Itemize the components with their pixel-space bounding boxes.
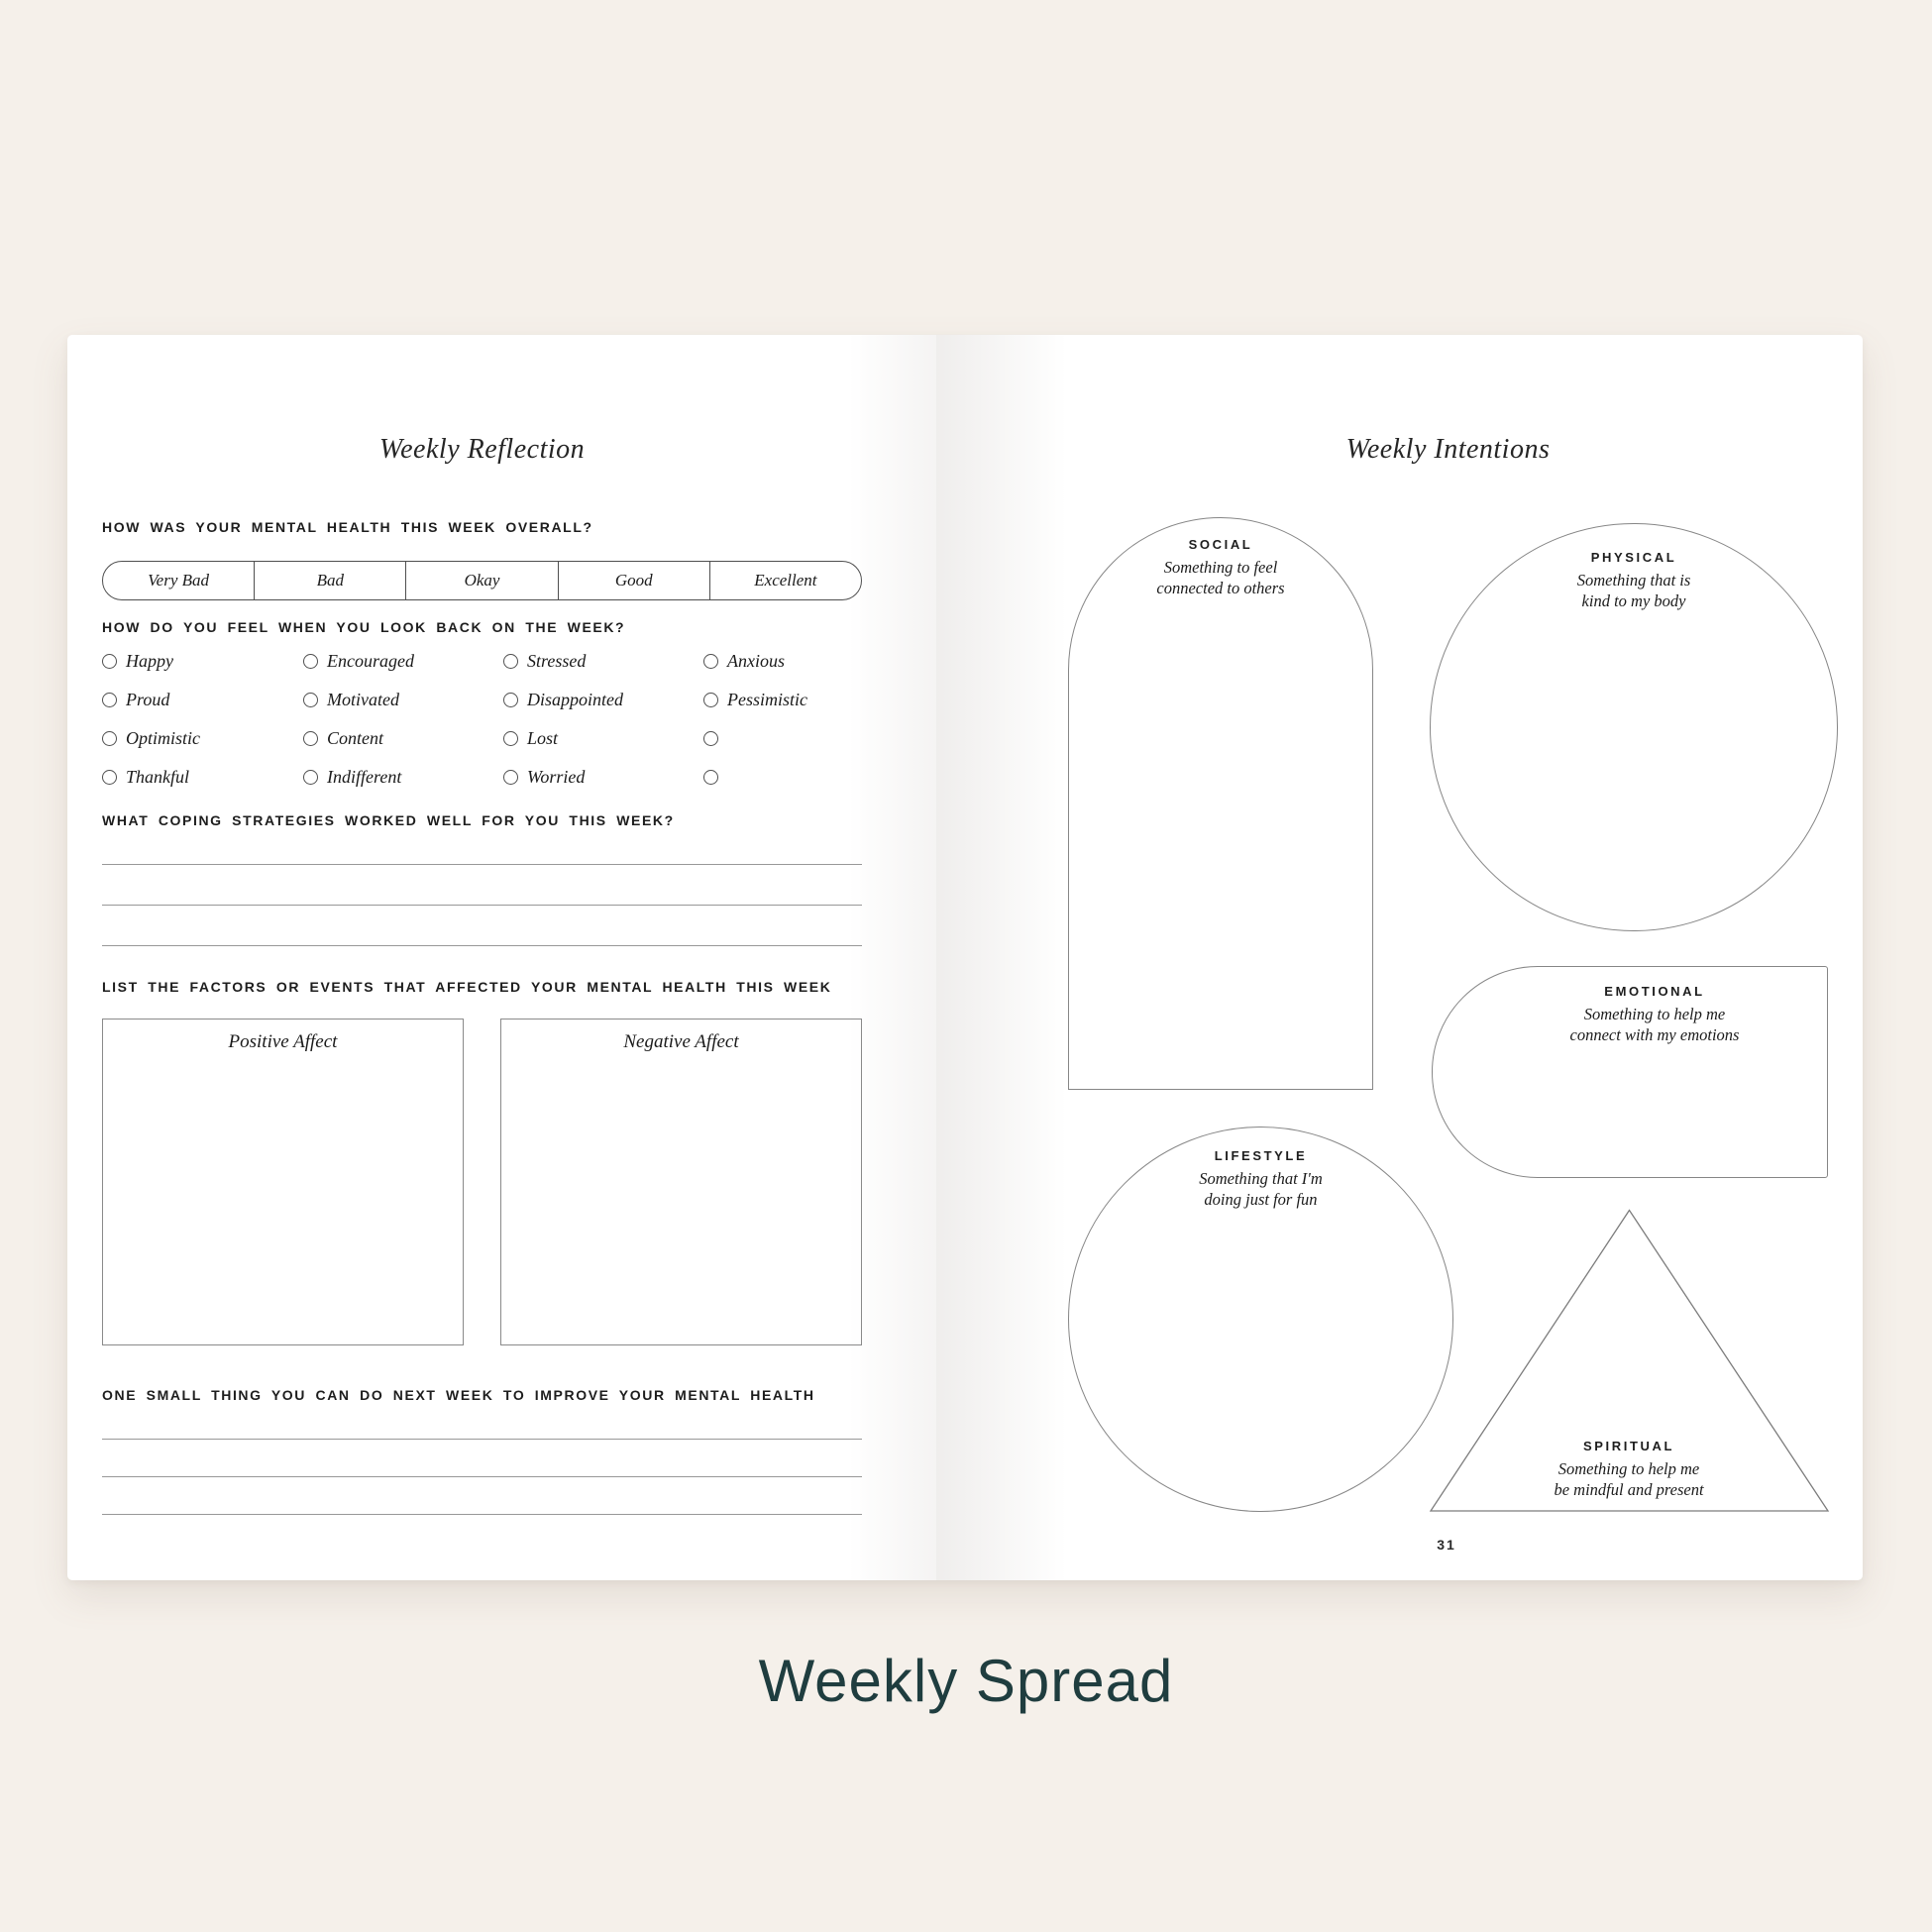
spiritual-category-label: SPIRITUAL	[1582, 1439, 1674, 1453]
radio-circle	[303, 731, 318, 746]
write-line	[102, 945, 862, 946]
physical-prompt-line1: Something that is	[1576, 571, 1691, 590]
physical-prompt-line2: kind to my body	[1581, 591, 1686, 610]
radio-circle	[503, 654, 518, 669]
radio-circle	[303, 770, 318, 785]
question-factors-events: LIST THE FACTORS OR EVENTS THAT AFFECTED YOUR MENTAL HEALTH THIS WEEK	[102, 979, 832, 995]
negative-affect-box	[500, 1019, 862, 1345]
right-page-title: Weekly Intentions	[1345, 434, 1551, 465]
feeling-label: Disappointed	[527, 690, 623, 709]
scale-option-very-bad: Very Bad	[148, 571, 210, 590]
feeling-label: Pessimistic	[727, 690, 807, 709]
negative-affect-label: Negative Affect	[623, 1031, 739, 1052]
feeling-label: Indifferent	[327, 767, 402, 787]
social-arch-shape	[1068, 517, 1373, 1090]
write-line	[102, 1514, 862, 1515]
feeling-label: Thankful	[126, 767, 190, 787]
spiritual-prompt-line1: Something to help me	[1557, 1459, 1700, 1478]
scale-option-good: Good	[558, 562, 709, 599]
question-mental-health-overall: HOW WAS YOUR MENTAL HEALTH THIS WEEK OVERALL?	[102, 519, 593, 535]
question-look-back: HOW DO YOU FEEL WHEN YOU LOOK BACK ON THE WEEK?	[102, 619, 626, 635]
feeling-label: Happy	[126, 651, 173, 671]
physical-intention	[1430, 550, 1838, 611]
lifestyle-prompt	[1068, 1168, 1453, 1210]
radio-circle	[102, 693, 117, 707]
lifestyle-intention	[1068, 1148, 1453, 1210]
left-page-title: Weekly Reflection	[378, 434, 586, 465]
feeling-label: Content	[327, 728, 383, 748]
write-line	[102, 905, 862, 906]
positive-affect-box	[102, 1019, 464, 1345]
write-line	[102, 864, 862, 865]
lifestyle-prompt-line1: Something that I'm	[1199, 1169, 1323, 1188]
feeling-label: Optimistic	[126, 728, 200, 748]
feeling-label: Motivated	[327, 690, 399, 709]
feeling-label: Encouraged	[327, 651, 414, 671]
scale-option-excellent: Excellent	[709, 562, 861, 599]
emotional-prompt	[1491, 1004, 1818, 1045]
gutter-shadow-right	[936, 335, 1067, 1580]
radio-circle	[503, 731, 518, 746]
feeling-label: Lost	[527, 728, 559, 748]
radio-circle	[102, 654, 117, 669]
spiritual-prompt	[1480, 1458, 1777, 1500]
social-intention	[1068, 537, 1373, 598]
emotional-prompt-line1: Something to help me	[1583, 1005, 1726, 1023]
feeling-label: Stressed	[527, 651, 587, 671]
social-category-label: SOCIAL	[1188, 537, 1253, 552]
radio-circle	[703, 731, 718, 746]
page-number: 31	[1437, 1537, 1456, 1553]
feeling-label: Proud	[126, 690, 170, 709]
scale-option-bad: Bad	[254, 562, 405, 599]
radio-circle	[303, 654, 318, 669]
question-one-small-thing: ONE SMALL THING YOU CAN DO NEXT WEEK TO IMPROVE YOUR MENTAL HEALTH	[102, 1387, 815, 1403]
radio-circle	[503, 693, 518, 707]
product-caption: Weekly Spread	[758, 1648, 1174, 1714]
radio-circle	[303, 693, 318, 707]
question-coping-strategies: WHAT COPING STRATEGIES WORKED WELL FOR YOU THIS WEEK?	[102, 812, 675, 828]
spiritual-intention	[1480, 1439, 1777, 1500]
positive-affect-label: Positive Affect	[228, 1031, 338, 1052]
radio-circle	[703, 693, 718, 707]
scale-option-okay: Okay	[405, 562, 557, 599]
radio-circle	[102, 770, 117, 785]
radio-circle	[703, 654, 718, 669]
spiritual-prompt-line2: be mindful and present	[1554, 1480, 1704, 1499]
social-prompt	[1068, 557, 1373, 598]
radio-circle	[703, 770, 718, 785]
emotional-category-label: EMOTIONAL	[1604, 984, 1705, 999]
emotional-intention	[1491, 984, 1818, 1045]
radio-circle	[102, 731, 117, 746]
write-line	[102, 1439, 862, 1440]
physical-prompt	[1430, 570, 1838, 611]
radio-circle	[503, 770, 518, 785]
feeling-label: Anxious	[727, 651, 785, 671]
write-line	[102, 1476, 862, 1477]
lifestyle-prompt-line2: doing just for fun	[1204, 1190, 1318, 1209]
gutter-shadow-left	[848, 335, 936, 1580]
feeling-label: Worried	[527, 767, 586, 787]
social-prompt-line1: Something to feel	[1163, 558, 1278, 577]
lifestyle-category-label: LIFESTYLE	[1214, 1148, 1308, 1163]
mood-scale	[102, 561, 862, 600]
social-prompt-line2: connected to others	[1156, 579, 1285, 597]
emotional-prompt-line2: connect with my emotions	[1569, 1025, 1740, 1044]
physical-category-label: PHYSICAL	[1590, 550, 1677, 565]
